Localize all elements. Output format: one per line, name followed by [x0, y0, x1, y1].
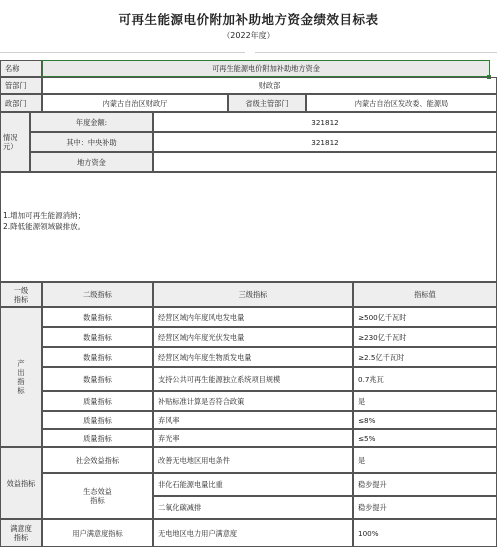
row-0-l3: 经营区域内年度风电发电量: [153, 307, 353, 327]
header-level2: 二级指标: [42, 282, 153, 307]
row-6-l3: 弃光率: [153, 429, 353, 447]
year-subtitle: （2022年度）: [222, 31, 275, 40]
row-1-val: ≥230亿千瓦时: [353, 327, 497, 347]
row-6-val: ≤5%: [353, 429, 497, 447]
row-5-l3: 弃风率: [153, 411, 353, 429]
row-5-l2: 质量指标: [42, 411, 153, 429]
header-ruler-right: [255, 52, 497, 53]
prov-value: 内蒙古自治区发改委、能源局: [306, 94, 497, 112]
group-output: [0, 307, 42, 447]
annual-value: 321812: [153, 112, 497, 132]
goal-line-1: 1.增加可再生能源消纳；: [3, 211, 86, 220]
header-level3: 三级指标: [153, 282, 353, 307]
row-3-val: 0.7兆瓦: [353, 367, 497, 391]
page-title: 可再生能源电价附加补助地方资金绩效目标表: [118, 12, 379, 27]
row-7-l2: 社会效益指标: [42, 447, 153, 473]
dept-label: 管部门: [0, 77, 42, 94]
project-name-value[interactable]: 可再生能源电价附加补助地方资金: [42, 60, 490, 77]
central-value: 321812: [153, 132, 497, 152]
row-8-val: 稳步提升: [353, 473, 497, 496]
row-2-l2: 数量指标: [42, 347, 153, 367]
row-0-val: ≥500亿千瓦时: [353, 307, 497, 327]
annual-label: 年度金额:: [30, 112, 153, 132]
row-10-val: 100%: [353, 519, 497, 547]
goal-line-2: 2.降低能源领域碳排放。: [3, 221, 86, 231]
row-3-l2: 数量指标: [42, 367, 153, 391]
local-label: 地方资金: [30, 152, 153, 172]
group-benefit: 效益指标: [0, 447, 42, 519]
row-8-l2: 生态效益 指标: [42, 473, 153, 519]
row-7-l3: 改善无电地区用电条件: [153, 447, 353, 473]
header-level1: 一级 指标: [0, 282, 42, 307]
row-10-l3: 无电地区电力用户满意度: [153, 519, 353, 547]
row-3-l3: 支持公共可再生能源独立系统项目规模: [153, 367, 353, 391]
group-satisfaction: 满意度 指标: [0, 519, 42, 547]
local-value: [153, 152, 497, 172]
row-0-l2: 数量指标: [42, 307, 153, 327]
row-8-l3: 非化石能源电量比重: [153, 473, 353, 496]
impl-label: 政部门: [0, 94, 42, 112]
row-4-l3: 补贴标准计算是否符合政策: [153, 391, 353, 411]
row-10-l2: 用户满意度指标: [42, 519, 153, 547]
fund-label: 情况 元）: [0, 112, 30, 172]
row-2-l3: 经营区域内年度生物质发电量: [153, 347, 353, 367]
goals-section: [0, 172, 497, 282]
row-7-val: 是: [353, 447, 497, 473]
header-ruler-left: [0, 52, 245, 53]
row-2-val: ≥2.5亿千瓦时: [353, 347, 497, 367]
impl-value: 内蒙古自治区财政厅: [42, 94, 228, 112]
dept-value: 财政部: [42, 77, 497, 94]
header-value: 指标值: [353, 282, 497, 307]
row-4-l2: 质量指标: [42, 391, 153, 411]
prov-label: 省级主管部门: [228, 94, 306, 112]
row-1-l3: 经营区域内年度光伏发电量: [153, 327, 353, 347]
central-label: 其中：中央补助: [30, 132, 153, 152]
row-9-val: 稳步提升: [353, 496, 497, 519]
row-1-l2: 数量指标: [42, 327, 153, 347]
row-9-l3: 二氧化碳减排: [153, 496, 353, 519]
group-output-label: 产出指标: [17, 359, 25, 395]
row-6-l2: 质量指标: [42, 429, 153, 447]
project-name-label: 名称: [0, 60, 42, 77]
row-5-val: ≤8%: [353, 411, 497, 429]
row-4-val: 是: [353, 391, 497, 411]
